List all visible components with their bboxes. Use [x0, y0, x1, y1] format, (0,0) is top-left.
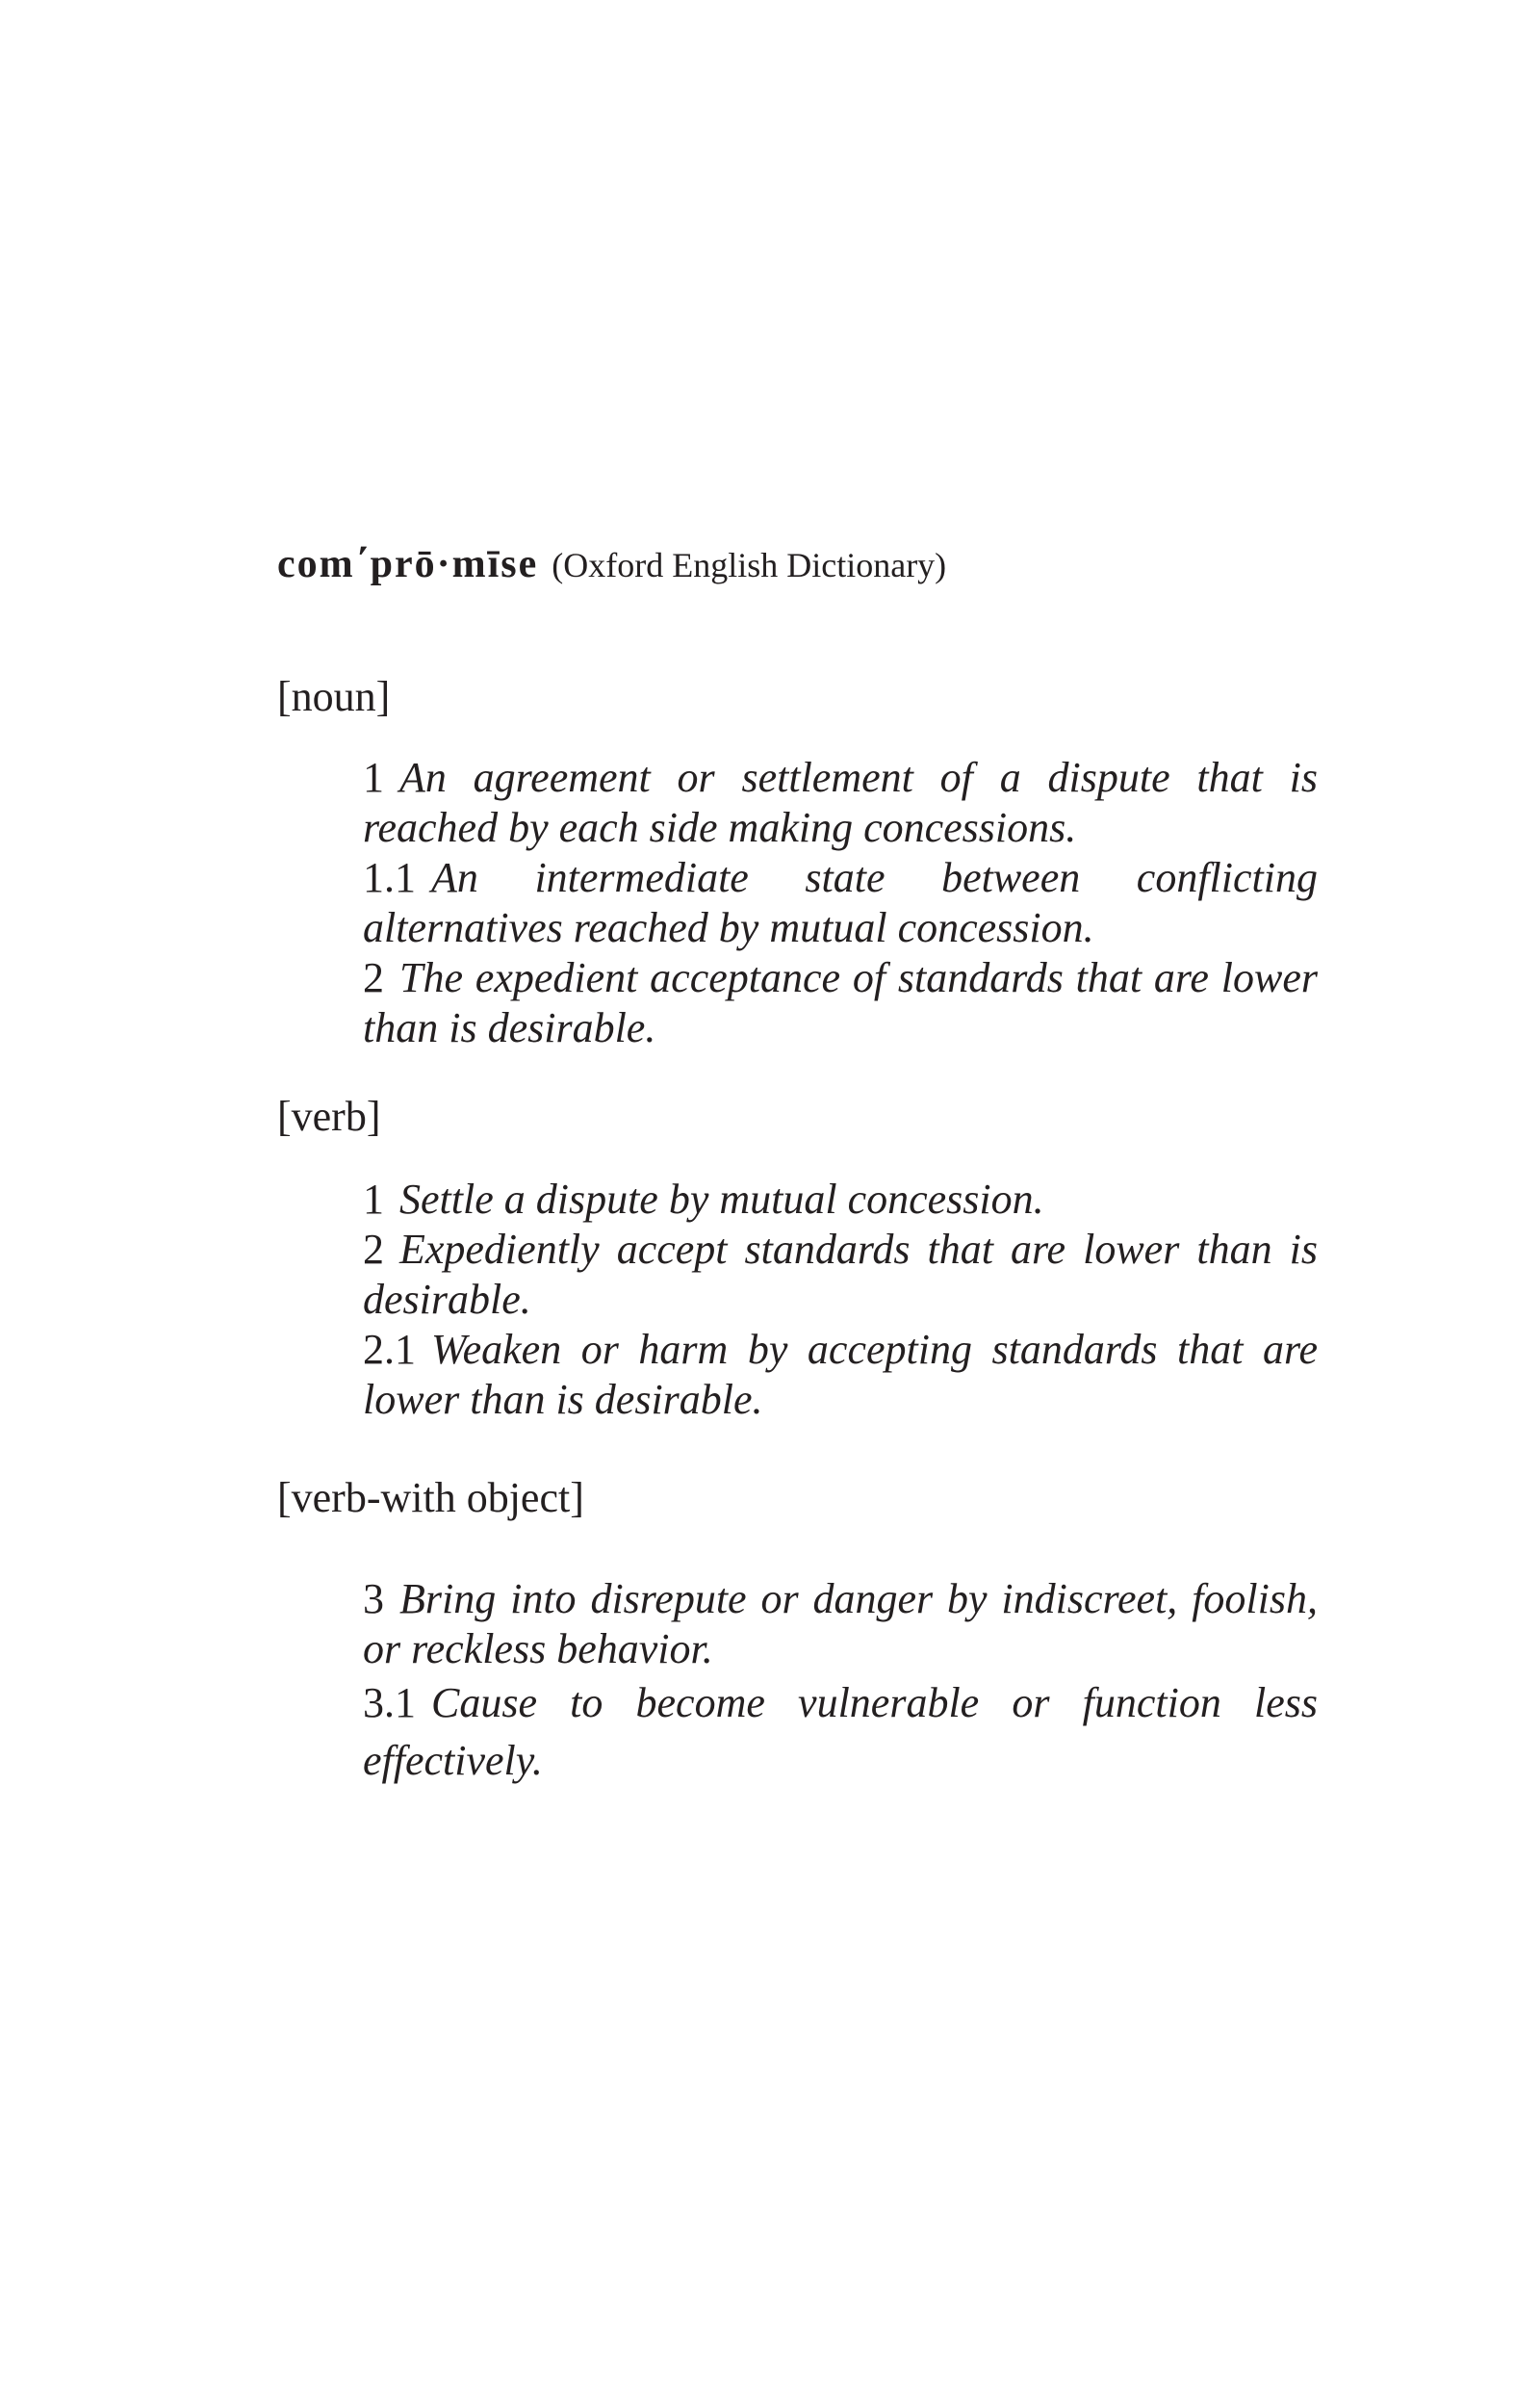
part-of-speech-noun: [noun]: [277, 673, 391, 720]
definition-text: Settle a dispute by mutual concession.: [399, 1176, 1044, 1223]
entry-source: (Oxford English Dictionary): [552, 546, 947, 584]
definition-number: 1.1: [363, 854, 416, 901]
definition-item: [363, 753, 1318, 853]
definition-item: [363, 1674, 1318, 1790]
definition-number: 1: [363, 1176, 384, 1223]
definition-number: 2: [363, 1226, 384, 1273]
definition-number: 1: [363, 754, 384, 801]
definition-item: [363, 853, 1318, 953]
definition-item: [363, 1325, 1318, 1425]
definition-number: 3: [363, 1575, 384, 1622]
part-of-speech-verb-with-object: [verb-with object]: [277, 1474, 584, 1521]
noun-definitions: [363, 753, 1318, 1053]
definition-number: 2: [363, 954, 384, 1001]
verb-with-object-definitions: [363, 1574, 1318, 1790]
definition-text: Weaken or harm by accepting standards that are lower than is desirable.: [363, 1326, 1318, 1423]
definition-text: An agreement or settlement of a dispute that is reached by each side making concessions.: [363, 754, 1318, 851]
definition-text: Expediently accept standards that are lower than is desirable.: [363, 1226, 1318, 1323]
definition-number: 2.1: [363, 1326, 416, 1373]
definition-text: The expedient acceptance of standards that are lower than is desirable.: [363, 954, 1318, 1051]
definition-text: Bring into disrepute or danger by indiscreet, foolish, or reckless behavior.: [363, 1575, 1318, 1672]
definition-item: [363, 1574, 1318, 1674]
definition-item: [363, 1175, 1318, 1225]
part-of-speech-verb: [verb]: [277, 1093, 381, 1140]
entry-header: [277, 541, 946, 587]
definition-text: An intermediate state between conflicting alternatives reached by mutual concession.: [363, 854, 1318, 951]
definition-item: [363, 1225, 1318, 1325]
definition-number: 3.1: [363, 1679, 416, 1726]
definition-text: Cause to become vulnerable or function less effectively.: [363, 1679, 1318, 1784]
verb-definitions: [363, 1175, 1318, 1425]
definition-item: [363, 953, 1318, 1053]
headword: com΄prō·mīse: [277, 542, 539, 586]
